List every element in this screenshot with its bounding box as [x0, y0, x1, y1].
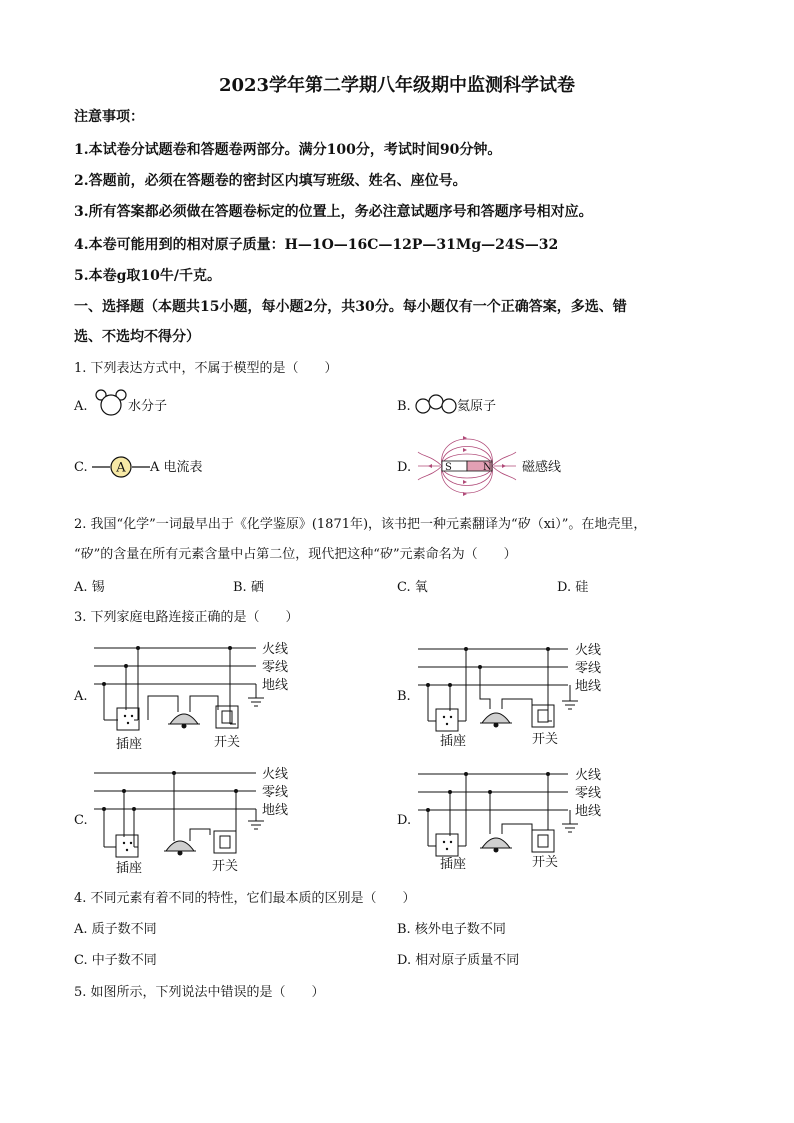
- ground-wire-label: 地线: [575, 679, 602, 694]
- q3-option-c-letter: C.: [74, 813, 88, 828]
- neutral-wire-label: 零线: [262, 785, 289, 800]
- neutral-wire-label: 零线: [575, 786, 602, 801]
- ground-wire-label: 地线: [262, 803, 289, 818]
- live-wire-label: 火线: [262, 642, 289, 657]
- note-item: 3.所有答案都必须做在答题卷标定的位置上，务必注意试题序号和答题序号相对应。: [74, 204, 593, 220]
- question-5-stem: 5. 如图所示，下列说法中错误的是（ ）: [74, 985, 325, 1000]
- ground-wire-label: 地线: [575, 804, 602, 819]
- switch-label: 开关: [214, 735, 241, 750]
- q4-option-d: D. 相对原子质量不同: [397, 953, 520, 968]
- live-wire-label: 火线: [262, 767, 289, 782]
- circuit-diagram-d: [414, 766, 624, 881]
- socket-label: 插座: [116, 737, 143, 752]
- neutral-wire-label: 零线: [575, 661, 602, 676]
- question-1-stem: 1. 下列表达方式中，不属于模型的是（ ）: [74, 361, 338, 376]
- q1-option-b-letter: B.: [397, 399, 411, 414]
- magnet-s-pole: S: [445, 462, 452, 473]
- question-4-stem: 4. 不同元素有着不同的特性，它们最本质的区别是（ ）: [74, 891, 416, 906]
- live-wire-label: 火线: [575, 768, 602, 783]
- note-item: 2.答题前，必须在答题卷的密封区内填写班级、姓名、座位号。: [74, 173, 467, 189]
- socket-label: 插座: [440, 857, 467, 872]
- q1-option-c-text: A 电流表: [150, 460, 203, 475]
- question-2-stem: 2. 我国“化学”一词最早出于《化学鉴原》(1871年)，该书把一种元素翻译为“矽（xi）”。在地壳里，: [74, 517, 647, 532]
- ground-wire-label: 地线: [262, 678, 289, 693]
- switch-label: 开关: [532, 732, 559, 747]
- circuit-diagram-a: [90, 640, 300, 755]
- q1-option-b-text: 氦原子: [457, 399, 497, 414]
- note-item: 5.本卷g取10牛/千克。: [74, 268, 221, 284]
- question-3-stem: 3. 下列家庭电路连接正确的是（ ）: [74, 610, 299, 625]
- q4-option-b: B. 核外电子数不同: [397, 922, 506, 937]
- socket-label: 插座: [440, 734, 467, 749]
- q1-option-d-letter: D.: [397, 460, 412, 475]
- ammeter-symbol: [92, 455, 152, 479]
- ammeter-letter: A: [116, 460, 126, 476]
- circuit-diagram-b: [414, 641, 624, 756]
- question-2-stem-cont: “矽”的含量在所有元素含量中占第二位，现代把这种“矽”元素命名为（ ）: [74, 547, 517, 562]
- notes-heading: 注意事项：: [74, 109, 144, 125]
- q2-option-c: C. 氧: [397, 580, 428, 595]
- magnetic-field-diagram: [418, 430, 518, 502]
- q1-option-a-letter: A.: [74, 399, 88, 414]
- neutral-wire-label: 零线: [262, 660, 289, 675]
- page-title: 2023学年第二学期八年级期中监测科学试卷: [218, 75, 576, 96]
- water-molecule-model: [92, 388, 132, 418]
- q3-option-d-letter: D.: [397, 813, 412, 828]
- q1-option-a-text: 水分子: [128, 399, 168, 414]
- q4-option-a: A. 质子数不同: [74, 922, 157, 937]
- q2-option-a: A. 锡: [74, 580, 105, 595]
- switch-label: 开关: [212, 859, 239, 874]
- q1-option-d-text: 磁感线: [522, 460, 562, 475]
- circuit-diagram-c: [90, 765, 300, 880]
- q1-option-c-letter: C.: [74, 460, 88, 475]
- q3-option-b-letter: B.: [397, 689, 411, 704]
- magnet-n-pole: N: [483, 462, 492, 473]
- q2-option-b: B. 硒: [233, 580, 264, 595]
- section-heading-cont: 选、不选均不得分）: [74, 329, 200, 345]
- note-item: 4.本卷可能用到的相对原子质量：H—1O—16C—12P—31Mg—24S—32: [74, 237, 559, 253]
- note-item: 1.本试卷分试题卷和答题卷两部分。满分100分，考试时间90分钟。: [74, 142, 502, 158]
- section-heading: 一、选择题（本题共15小题，每小题2分，共30分。每小题仅有一个正确答案，多选、错: [74, 299, 627, 315]
- socket-label: 插座: [116, 861, 143, 876]
- q3-option-a-letter: A.: [74, 689, 88, 704]
- q4-option-c: C. 中子数不同: [74, 953, 157, 968]
- live-wire-label: 火线: [575, 643, 602, 658]
- helium-atom-model: [415, 394, 457, 416]
- q2-option-d: D. 硅: [557, 580, 589, 595]
- switch-label: 开关: [532, 855, 559, 870]
